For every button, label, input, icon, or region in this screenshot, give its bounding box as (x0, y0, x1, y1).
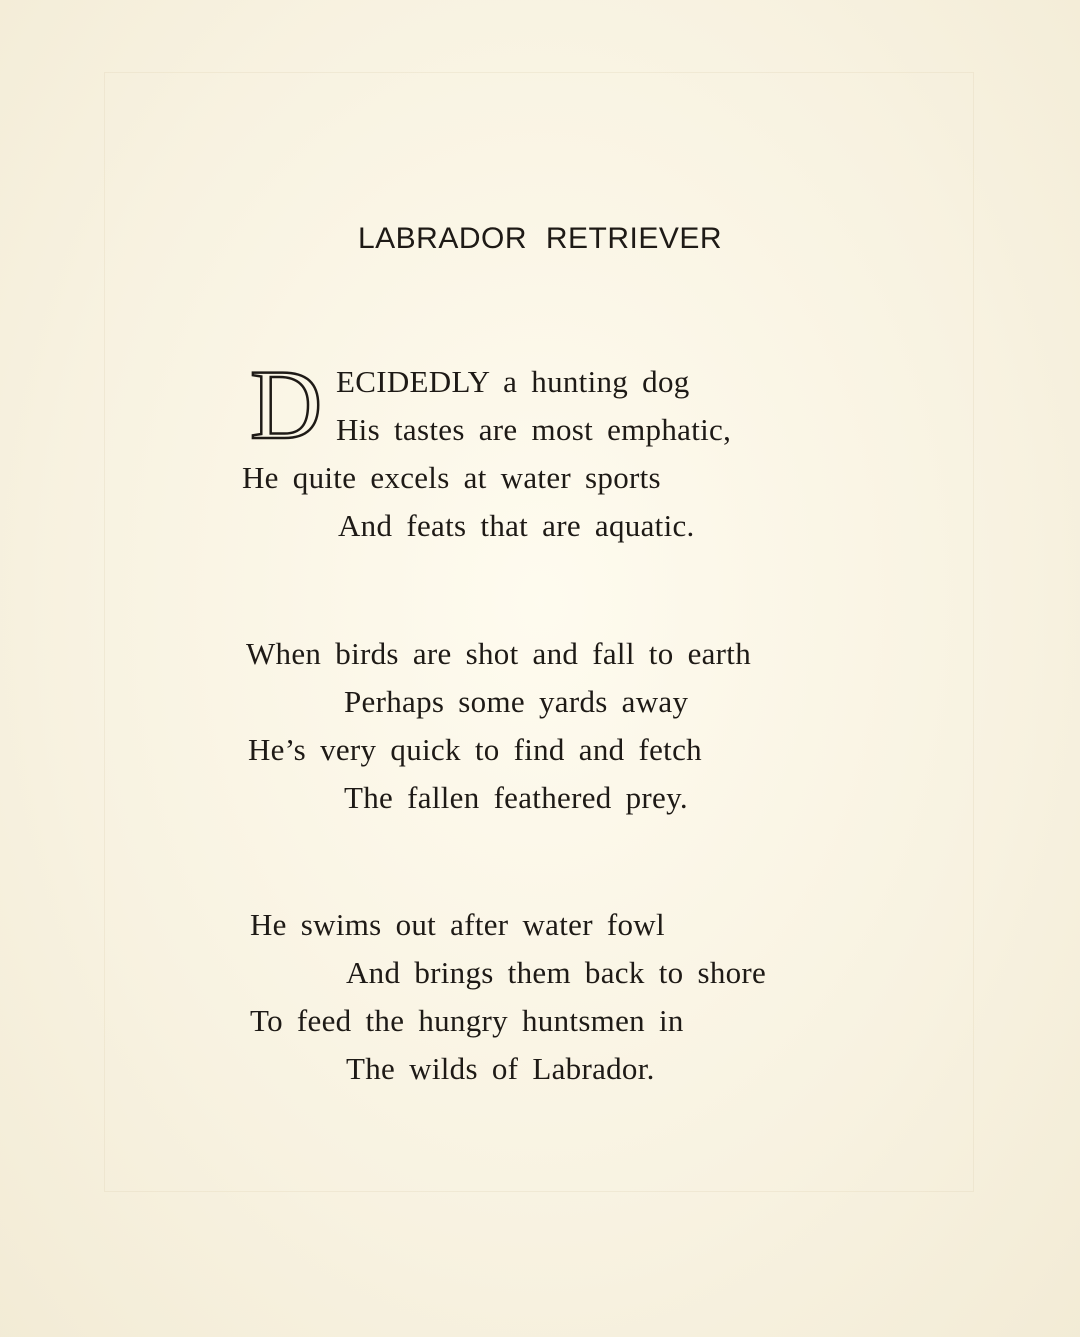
stanza-3-line-2: And brings them back to shore (346, 955, 767, 990)
stanza-3-line-4: The wilds of Labrador. (346, 1051, 655, 1086)
stanza-1-line-3: He quite excels at water sports (242, 460, 661, 495)
poem-title: LABRADOR RETRIEVER (357, 222, 723, 255)
drop-cap (242, 349, 328, 460)
stanza-2-line-1: When birds are shot and fall to earth (246, 636, 752, 671)
stanza-1-line-1: ECIDEDLY a hunting dog (336, 364, 690, 399)
stanza-1-line-4: And feats that are aquatic. (338, 508, 695, 543)
stanza-1-line-2: His tastes are most emphatic, (336, 412, 732, 447)
stanza-2-line-2: Perhaps some yards away (344, 684, 689, 719)
stanza-2-line-4: The fallen feathered prey. (344, 780, 688, 815)
stanza-2-line-3: He’s very quick to find and fetch (248, 732, 702, 767)
drop-cap-letter: D (250, 349, 323, 460)
stanza-3-line-1: He swims out after water fowl (250, 907, 665, 942)
stanza-3-line-3: To feed the hungry huntsmen in (250, 1003, 684, 1038)
